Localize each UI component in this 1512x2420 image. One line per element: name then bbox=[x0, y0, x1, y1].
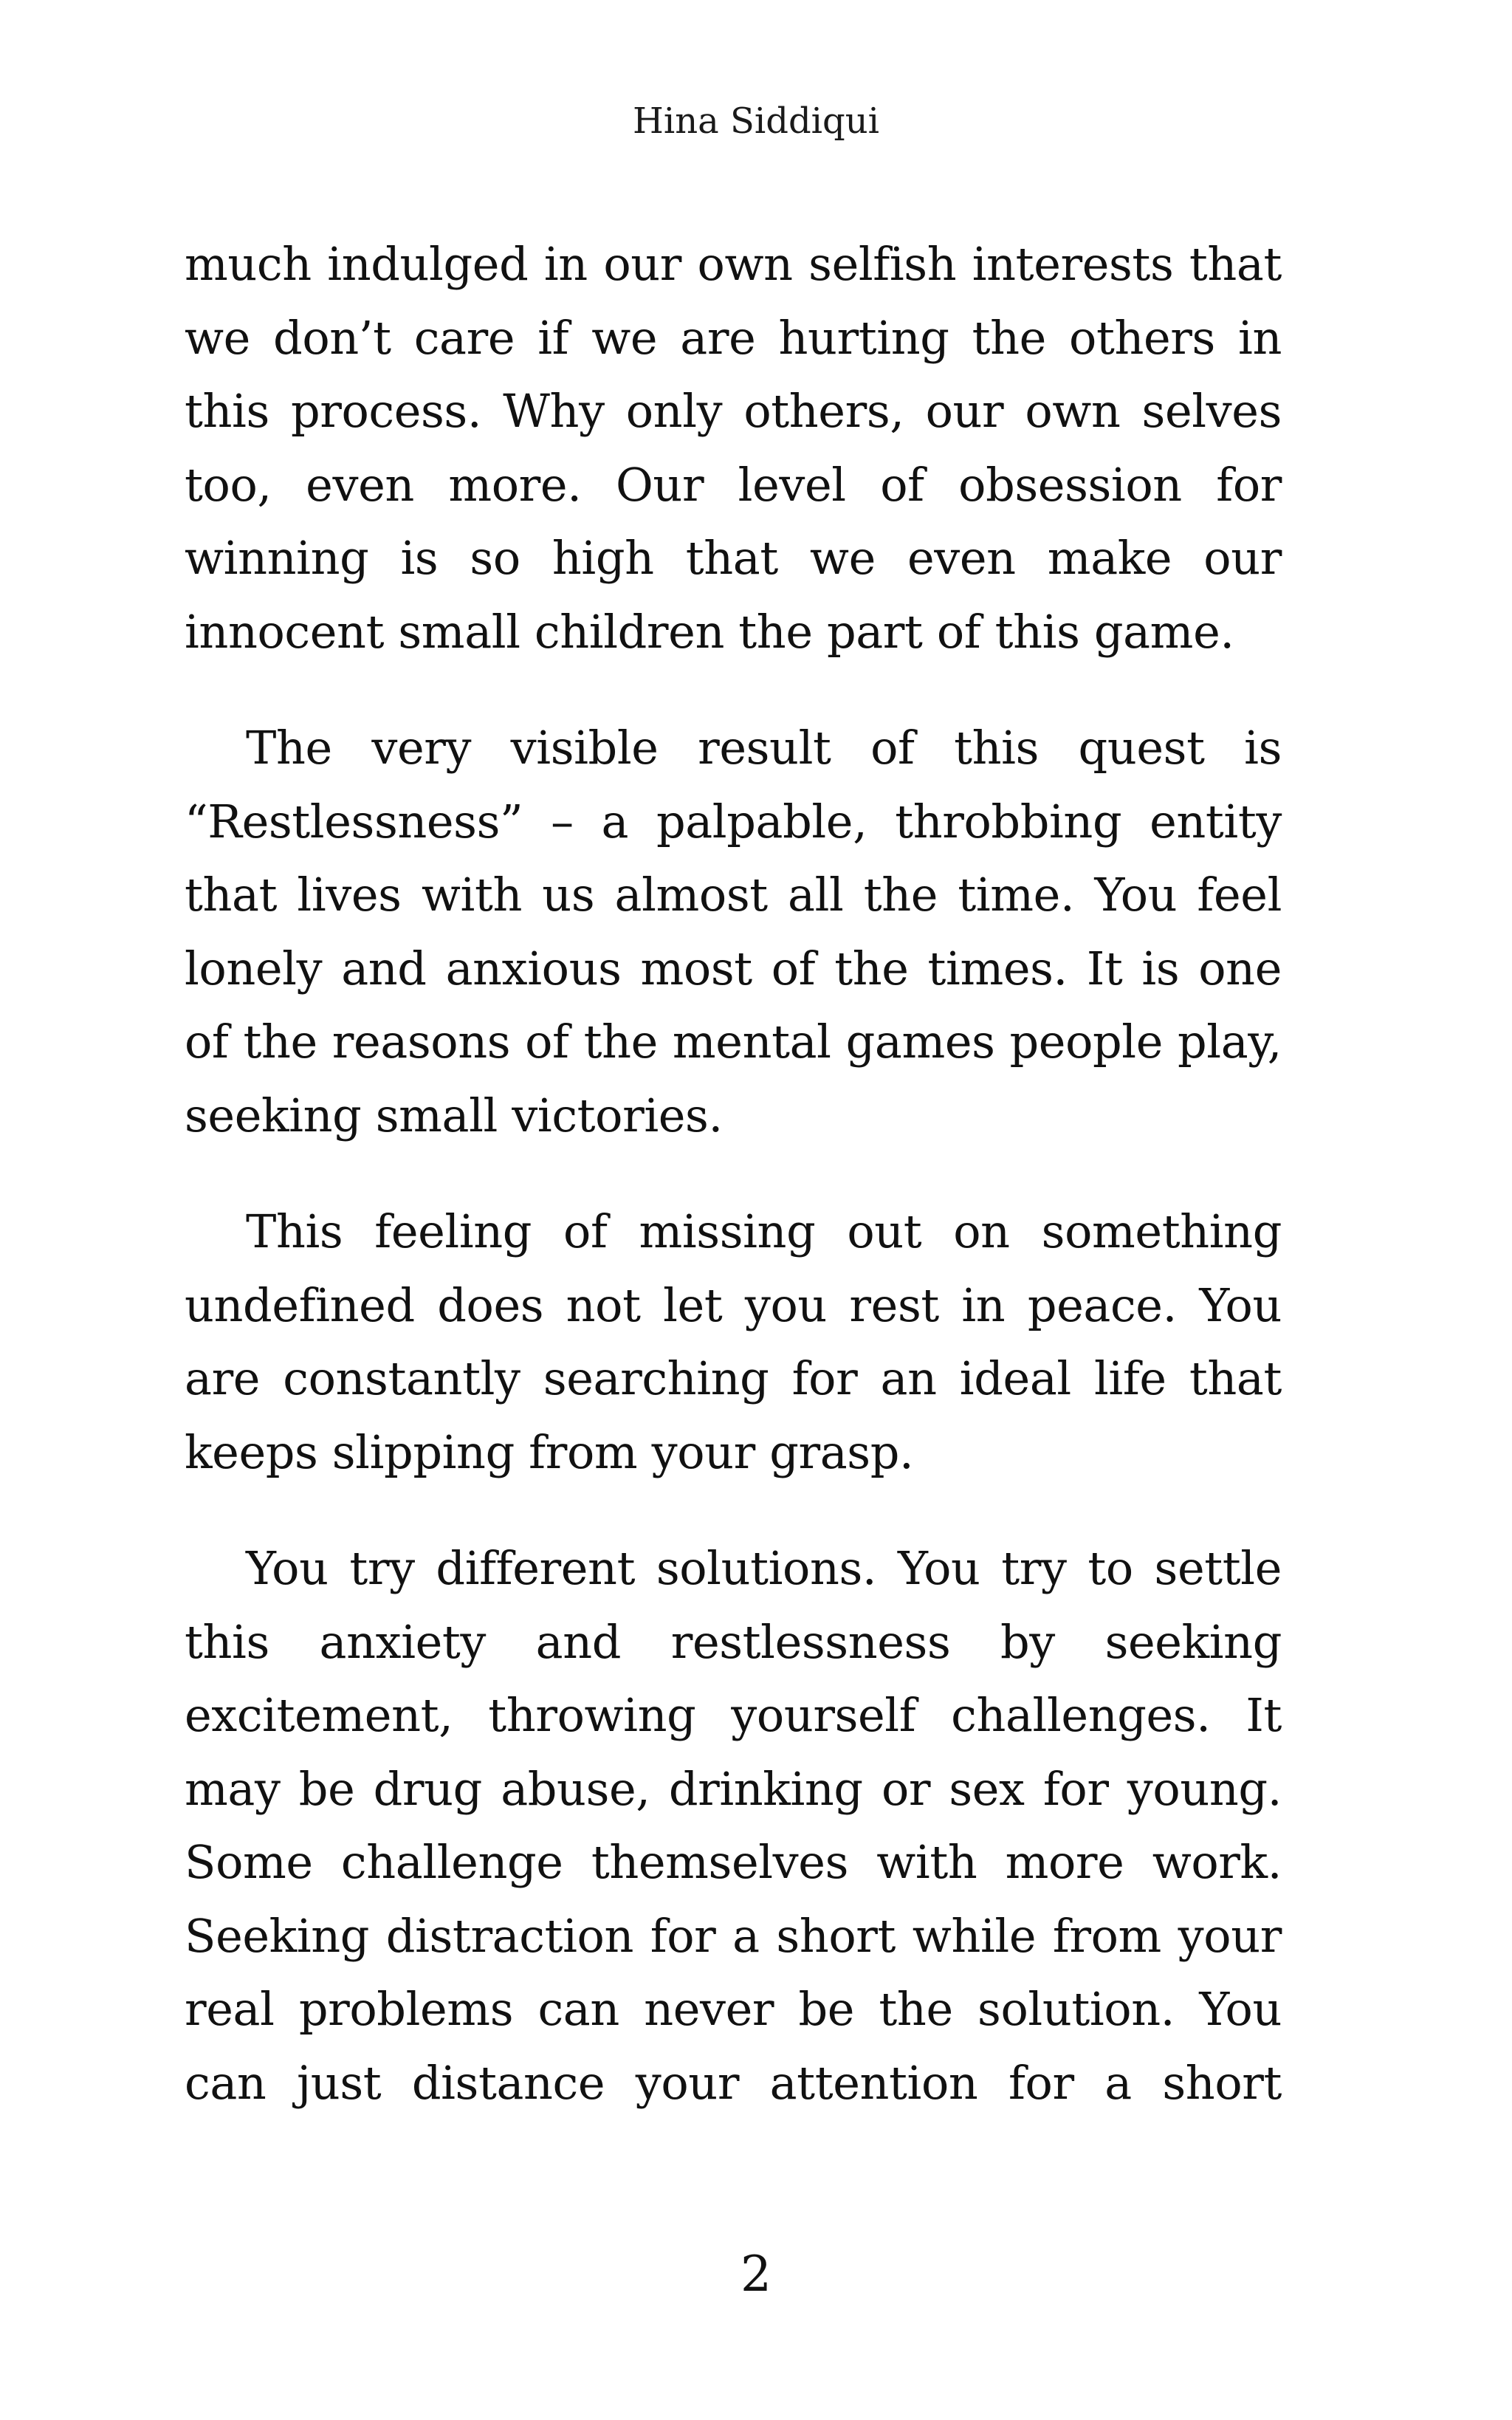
running-header-author: Hina Siddiqui bbox=[632, 100, 880, 142]
paragraph-3: This feeling of missing out on something undefined does not let you rest in peace. You are constantly searching for an ideal life that keeps slipping from your grasp. bbox=[185, 1204, 1282, 1479]
page-number: 2 bbox=[740, 2246, 772, 2303]
paragraph-1: much indulged in our own selfish interests that we don’t care if we are hurting the others in this process. Why only others, our own selves too, even more. Our level of obsession for winning is so high that we even make our innocent small children the part of this game. bbox=[185, 237, 1282, 659]
page-body bbox=[185, 227, 1282, 2119]
paragraph-2: The very visible result of this quest is “Restlessness” – a palpable, throbbing entity that lives with us almost all the time. You feel lonely and anxious most of the times. It is one of the reasons of the mental games people play, seeking small victories. bbox=[185, 721, 1282, 1142]
paragraph-4: You try different solutions. You try to settle this anxiety and restlessness by seeking excitement, throwing yourself challenges. It may be drug abuse, drinking or sex for young. Some challenge themselves with more work. Seeking distraction for a short while from your real problems can never be the solution. You can just distance your attention for a short bbox=[185, 1541, 1282, 2110]
